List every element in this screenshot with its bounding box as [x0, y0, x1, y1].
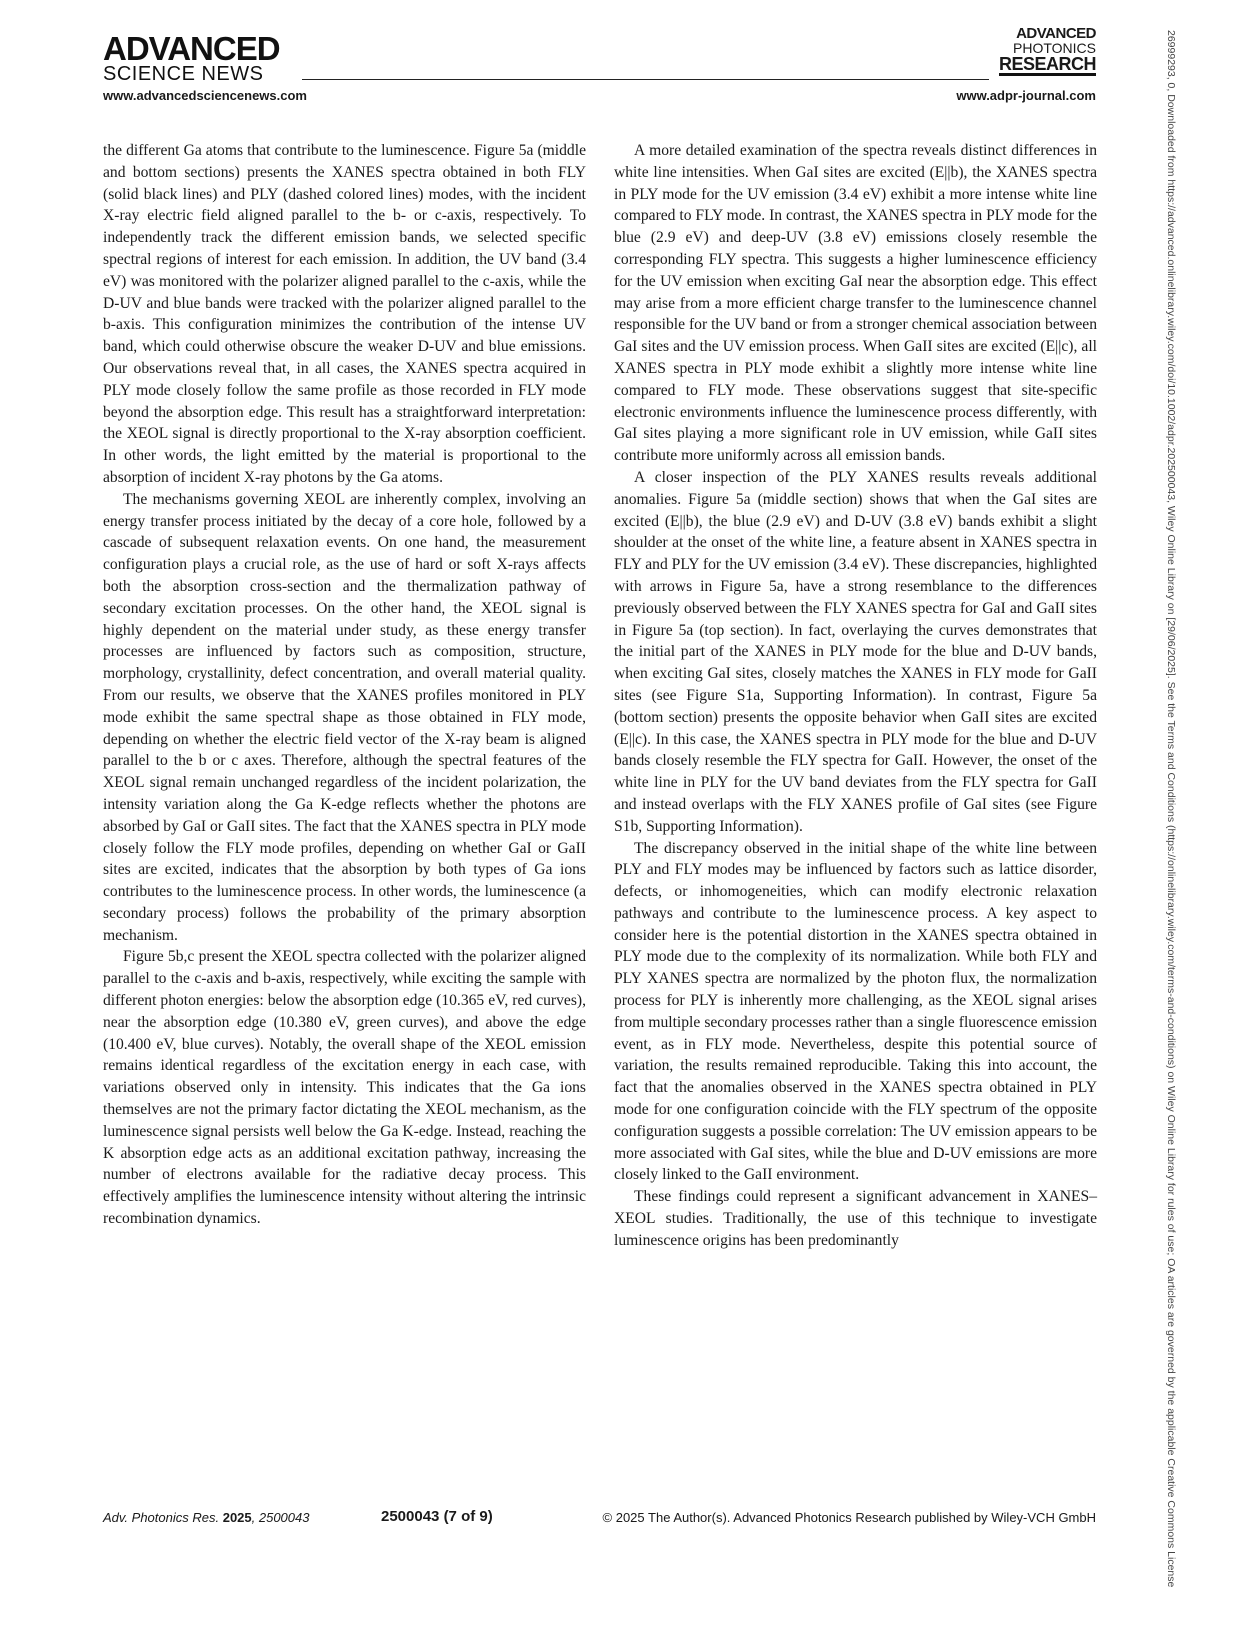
- paragraph: A closer inspection of the PLY XANES results reveals additional anomalies. Figure 5a (middle section) shows that when the GaI sites are excited (E||b), the blue (2.9 eV) and D-UV (3.8 eV) bands exhibit a slight shoulder at the onset of the white line, a feature absent in XANES spectra in FLY and PLY for the UV emission (3.4 eV). These discrepancies, highlighted with arrows in Figure 5a, have a strong resemblance to the differences previously observed between the FLY XANES spectra for GaI and GaII sites in Figure 5a (top section). In fact, overlaying the curves demonstrates that the initial part of the XANES in PLY mode for the blue and D-UV bands, when exciting GaI sites, closely matches the XANES in FLY mode for GaII sites (see Figure S1a, Supporting Information). In contrast, Figure 5a (bottom section) presents the opposite behavior when GaII sites are excited (E||c). In this case, the XANES spectra in PLY mode for the blue and D-UV bands closely resemble the FLY spectra for GaII. However, the onset of the white line in PLY for the UV band deviates from the FLY spectra for GaII and instead overlaps with the FLY XANES profile of GaI sites (see Figure S1b, Supporting Information).: [614, 468, 1097, 835]
- right-column: [614, 140, 1097, 1252]
- paragraph: the different Ga atoms that contribute to the luminescence. Figure 5a (middle and bottom sections) presents the XANES spectra obtained in both FLY (solid black lines) and PLY (dashed colored lines) modes, with the incident X-ray electric field aligned parallel to the b- or c-axis, respectively. To independently track the different emission bands, we selected specific spectral regions of interest for each emission. In addition, the UV band (3.4 eV) was monitored with the polarizer aligned parallel to the c-axis, while the D-UV and blue bands were tracked with the polarizer aligned parallel to the b-axis. This configuration minimizes the contribution of the intense UV band, which could otherwise obscure the weaker D-UV and blue emissions. Our observations reveal that, in all cases, the XANES spectra acquired in PLY mode closely follow the same profile as those recorded in FLY mode beyond the absorption edge. This result has a straightforward interpretation: the XEOL signal is directly proportional to the X-ray absorption coefficient. In other words, the light emitted by the material is proportional to the absorption of incident X-ray photons by the Ga atoms.: [103, 142, 586, 486]
- footer-year: 2025: [222, 1510, 252, 1525]
- download-sidebar-text: 26999293, 0, Downloaded from https://advanced.onlinelibrary.wiley.com/doi/10.1002/adpr.202500043, Wiley Online Library on [29/06/2025]. See the Terms and Conditions (https://onlinelibrary.wiley.com/terms-and-conditions) on Wiley Online Library for rules of use; OA articles are governed by the applicable Creative Commons License: [1165, 30, 1177, 1588]
- paragraph: The mechanisms governing XEOL are inherently complex, involving an energy transfer process initiated by the decay of a core hole, followed by a cascade of subsequent relaxation events. On one hand, the measurement configuration plays a crucial role, as the use of hard or soft X-rays affects both the absorption cross-section and the thermalization pathway of secondary excitation processes. On the other hand, the XEOL signal is highly dependent on the material under study, as these energy transfer processes are influenced by factors such as composition, structure, morphology, crystallinity, defect concentration, and overall material quality. From our results, we observe that the XANES profiles monitored in PLY mode exhibit the same spectral shape as those obtained in FLY mode, depending on whether the electric field vector of the X-ray beam is aligned parallel to the b or c axes. Therefore, although the spectral features of the XEOL signal remain unchanged regardless of the incident polarization, the intensity variation along the Ga K-edge reflects whether the photons are absorbed by GaI or GaII sites. The fact that the XANES spectra in PLY mode closely follow the FLY mode profiles, depending on whether GaI or GaII sites are excited, indicates that the absorption by both types of Ga ions contributes to the luminescence process. In other words, the luminescence (a secondary process) follows the probability of the primary absorption mechanism.: [103, 490, 587, 944]
- paragraph: The discrepancy observed in the initial shape of the white line between PLY and FLY modes may be influenced by factors such as lattice disorder, defects, or inhomogeneities, which can modify electronic relaxation pathways and contribute to the luminescence process. A key aspect to consider here is the potential distortion in the XANES spectra obtained in PLY mode due to the complexity of its normalization. While both FLY and PLY XANES spectra are normalized by the photon flux, the normalization process for PLY is inherently more challenging, as the XEOL signal arises from multiple secondary processes rather than a single fluorescence emission event, as in FLY mode. Nevertheless, despite this potential source of variation, the results remained reproducible. Taking this into account, the fact that the anomalies observed in the XANES spectra obtained in PLY mode for one configuration coincide with the FLY spectrum of the opposite configuration suggests a possible correlation: The UV emission appears to be more associated with GaI sites, while the blue and D-UV emissions are more closely linked to the GaII environment.: [614, 839, 1097, 1184]
- left-column: [103, 140, 586, 1230]
- header-rule: [302, 79, 989, 80]
- footer-journal: Adv. Photonics Res.: [103, 1510, 220, 1525]
- footer-article-number: , 2500043: [251, 1510, 310, 1525]
- journal-logo-line2: PHOTONICS: [1013, 40, 1096, 56]
- publisher-logo-line1: ADVANCED: [103, 30, 280, 67]
- paragraph: These findings could represent a significant advancement in XANES–XEOL studies. Traditionally, the use of this technique to investigate luminescence origins has been predominantly: [614, 1188, 1097, 1249]
- journal-logo-line3: RESEARCH: [998, 54, 1096, 74]
- publisher-logo: [103, 30, 280, 85]
- footer-page-label: 2500043 (7 of 9): [381, 1508, 493, 1525]
- publisher-logo-line2: SCIENCE NEWS: [103, 63, 264, 85]
- journal-url-link[interactable]: www.adpr-journal.com: [956, 88, 1096, 103]
- journal-logo: [996, 26, 1096, 76]
- footer-citation: [103, 1510, 309, 1525]
- publisher-url-link[interactable]: www.advancedsciencenews.com: [103, 88, 307, 103]
- footer-copyright: © 2025 The Author(s). Advanced Photonics Research published by Wiley-VCH GmbH: [602, 1510, 1096, 1525]
- paragraph: Figure 5b,c present the XEOL spectra collected with the polarizer aligned parallel to the c-axis and b-axis, respectively, while exciting the sample with different photon energies: below the absorption edge (10.365 eV, red curves), near the absorption edge (10.380 eV, green curves), and above the edge (10.400 eV, blue curves). Notably, the overall shape of the XEOL emission remains identical regardless of the excitation energy in each case, with variations observed only in intensity. This indicates that the Ga ions themselves are not the primary factor dictating the XEOL mechanism, as the luminescence signal persists well below the Ga K-edge. Instead, reaching the K absorption edge acts as an additional excitation pathway, increasing the number of electrons available for the radiative decay process. This effectively amplifies the luminescence intensity without altering the intrinsic recombination dynamics.: [103, 948, 586, 1228]
- journal-logo-line1: ADVANCED: [1016, 25, 1096, 42]
- paragraph: A more detailed examination of the spectra reveals distinct differences in white line intensities. When GaI sites are excited (E||b), the XANES spectra in PLY mode for the UV emission (3.4 eV) exhibit a more intense white line compared to FLY mode. In contrast, the XANES spectra in PLY mode for the blue (2.9 eV) and deep-UV (3.8 eV) emissions closely resemble the corresponding FLY spectra. This suggests a higher luminescence efficiency for the UV emission when exciting GaI near the absorption edge. This effect may arise from a more efficient charge transfer to the luminescence channel responsible for the UV band or from a stronger chemical association between GaI sites and the UV emission process. When GaII sites are excited (E||c), all XANES spectra in PLY mode exhibit a slightly more intense white line compared to FLY mode. These observations suggest that site-specific electronic environments influence the luminescence process differently, with GaI sites playing a more significant role in UV emission, while GaII sites contribute more uniformly across all emission bands.: [614, 142, 1097, 465]
